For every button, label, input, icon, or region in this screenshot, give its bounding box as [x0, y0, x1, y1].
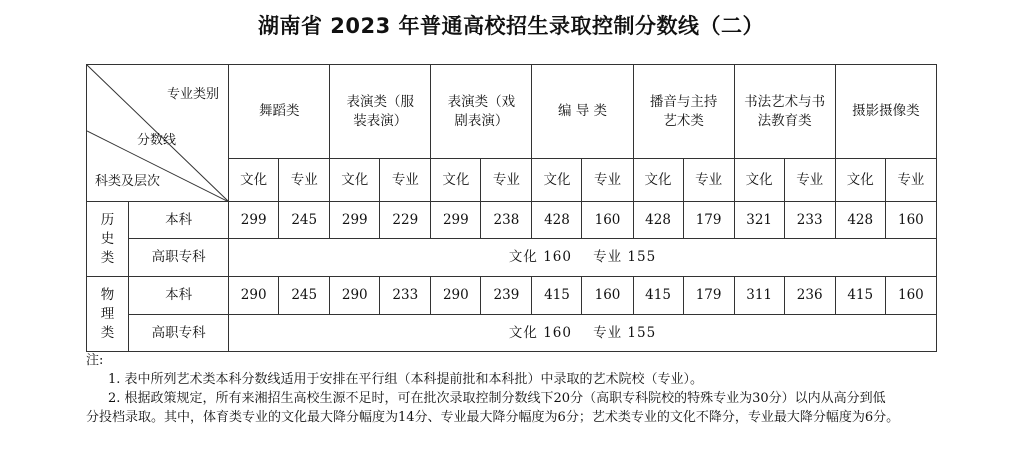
score-cell: 160: [582, 277, 633, 315]
corner-label-category: 专业类别: [167, 87, 220, 102]
score-cell: 428: [532, 202, 582, 239]
score-cell: 233: [380, 277, 431, 315]
level-label: 本科: [129, 202, 229, 239]
page-title: 湖南省 2023 年普通高校招生录取控制分数线（二）: [257, 14, 765, 38]
table-row: [87, 277, 937, 315]
subheader-wenhua: 文化: [835, 159, 885, 202]
subheader-wenhua: 文化: [330, 159, 380, 202]
note-item-continuation: 分投档录取。其中，体育类专业的文化最大降分幅度为14分、专业最大降分幅度为6分；艺术类专业的文化不降分，专业最大降分幅度为6分。: [86, 410, 900, 425]
score-cell: 239: [481, 277, 532, 315]
group-label-physics: [87, 277, 129, 352]
diagonal-corner-cell: [87, 65, 229, 202]
table-row: [87, 202, 937, 239]
subheader-zhuanye: 专业: [481, 159, 532, 202]
subheader-wenhua: 文化: [431, 159, 481, 202]
score-cell: 415: [532, 277, 582, 315]
subheader-zhuanye: 专业: [582, 159, 633, 202]
subheader-wenhua: 文化: [229, 159, 279, 202]
score-cell: 236: [784, 277, 835, 315]
category-header: 编 导 类: [532, 65, 633, 159]
category-header: 表演类（戏剧表演）: [431, 65, 532, 159]
score-cell: 160: [885, 202, 936, 239]
level-label: 高职专科: [129, 239, 229, 277]
subheader-zhuanye: 专业: [380, 159, 431, 202]
score-cell: 415: [633, 277, 683, 315]
score-cell: 160: [582, 202, 633, 239]
group-label-text: 物理类: [100, 286, 115, 341]
merged-score-cell: 文化 160 专业 155: [229, 239, 937, 277]
category-header: 表演类（服装表演）: [330, 65, 431, 159]
note-item: 1. 表中所列艺术类本科分数线适用于安排在平行组（本科提前批和本科批）中录取的艺术院校（专业）。: [108, 372, 704, 387]
score-cell: 290: [229, 277, 279, 315]
category-header: 舞蹈类: [229, 65, 330, 159]
score-table: [86, 64, 937, 352]
score-cell: 245: [279, 202, 330, 239]
subheader-zhuanye: 专业: [885, 159, 936, 202]
subheader-zhuanye: 专业: [683, 159, 734, 202]
corner-label-level: 科类及层次: [95, 174, 161, 189]
score-cell: 179: [683, 202, 734, 239]
score-cell: 245: [279, 277, 330, 315]
level-label: 本科: [129, 277, 229, 315]
notes-section: [86, 351, 946, 427]
notes-heading: 注:: [86, 353, 104, 368]
score-cell: 233: [784, 202, 835, 239]
score-cell: 428: [835, 202, 885, 239]
header-row-categories: [87, 65, 937, 159]
group-label-history: [87, 202, 129, 277]
score-cell: 299: [431, 202, 481, 239]
score-cell: 415: [835, 277, 885, 315]
score-cell: 311: [734, 277, 784, 315]
subheader-wenhua: 文化: [532, 159, 582, 202]
category-header: 摄影摄像类: [835, 65, 936, 159]
score-cell: 290: [330, 277, 380, 315]
table-row: [87, 239, 937, 277]
score-cell: 428: [633, 202, 683, 239]
merged-score-cell: 文化 160 专业 155: [229, 315, 937, 352]
score-cell: 299: [229, 202, 279, 239]
score-cell: 321: [734, 202, 784, 239]
subheader-wenhua: 文化: [734, 159, 784, 202]
score-cell: 160: [885, 277, 936, 315]
subheader-zhuanye: 专业: [279, 159, 330, 202]
level-label: 高职专科: [129, 315, 229, 352]
score-cell: 290: [431, 277, 481, 315]
category-header: 书法艺术与书法教育类: [734, 65, 835, 159]
corner-label-score: 分数线: [137, 133, 177, 148]
group-label-text: 历史类: [100, 211, 115, 266]
score-cell: 179: [683, 277, 734, 315]
subheader-wenhua: 文化: [633, 159, 683, 202]
table-row: [87, 315, 937, 352]
score-cell: 238: [481, 202, 532, 239]
category-header: 播音与主持艺术类: [633, 65, 734, 159]
note-item: 2. 根据政策规定，所有来湘招生高校生源不足时，可在批次录取控制分数线下20分（高职专科院校的特殊专业为30分）以内从高分到低: [108, 391, 886, 406]
score-cell: 229: [380, 202, 431, 239]
subheader-zhuanye: 专业: [784, 159, 835, 202]
score-cell: 299: [330, 202, 380, 239]
